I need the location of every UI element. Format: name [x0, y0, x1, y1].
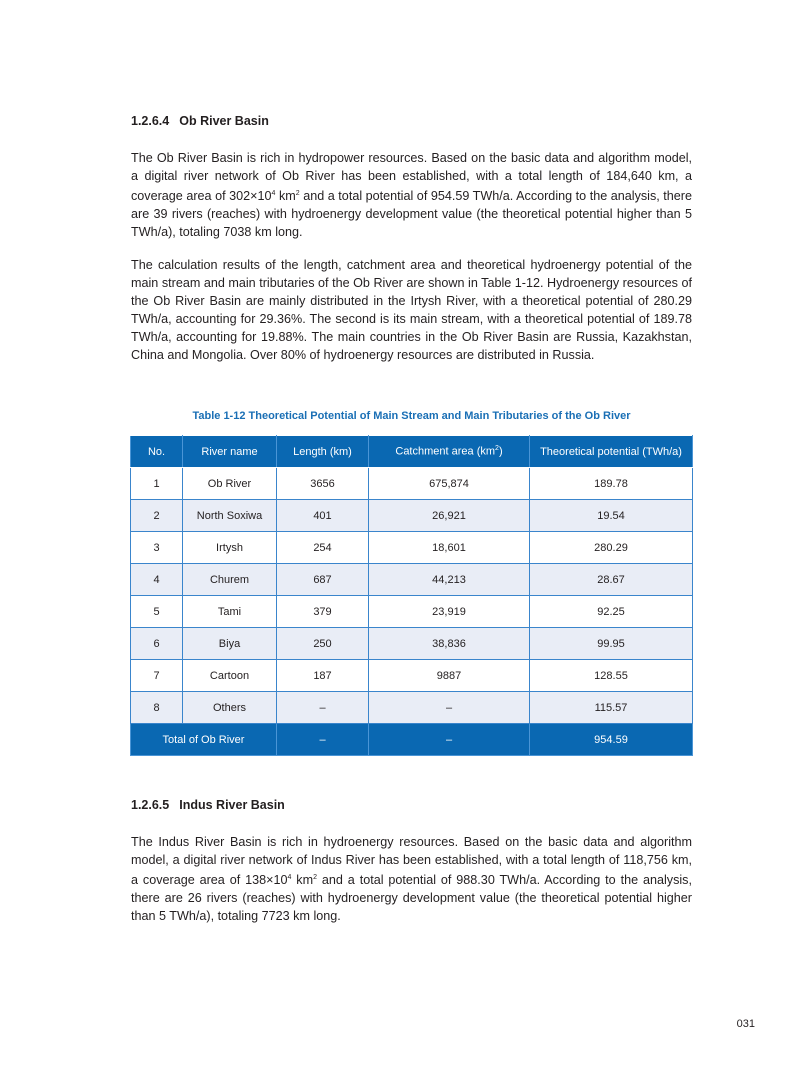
table-cell: 26,921 — [369, 500, 530, 532]
paragraph-ob-intro: The Ob River Basin is rich in hydropower resources. Based on the basic data and algorithm model, a digital river network of Ob River has been established, with a total length of 184,640 km, a coverage area of $302\times 10^4$ $km^2$ and a total potential of 954.59 TWh/a. According to the analysis, there are 39 rivers (reaches) with hydroenergy development value (the theoretical potential higher than 5 TWh/a), totaling 7038 km long. — [131, 151, 692, 240]
total-cell: Total of Ob River — [131, 724, 277, 756]
table-cell: 115.57 — [530, 692, 693, 724]
paragraph-indus-intro: The Indus River Basin is rich in hydroenergy resources. Based on the basic data and algorithm model, a digital river network of Indus River has been established, with a total length of 118,756 km, a coverage area of $138\times 10^4$ $km^2$ and a total potential of 988.30 TWh/a. According to the analysis, there are 26 rivers (reaches) with hydroenergy development value (the theoretical potential higher than 5 TWh/a), totaling 7723 km long. — [131, 835, 692, 924]
table-caption: Table 1-12 Theoretical Potential of Main Stream and Main Tributaries of the Ob River — [192, 410, 631, 422]
table-cell: 675,874 — [369, 468, 530, 500]
table-cell: 28.67 — [530, 564, 693, 596]
table-cell: 254 — [277, 532, 369, 564]
table-cell: 6 — [131, 628, 183, 660]
table-row — [131, 500, 693, 532]
table-cell: 250 — [277, 628, 369, 660]
table-cell: 687 — [277, 564, 369, 596]
paragraph-ob-results: The calculation results of the length, catchment area and theoretical hydroenergy potential of the main stream and main tributaries of the Ob River are shown in Table 1-12. Hydroenergy resources of the Ob River Basin are mainly distributed in the Irtysh River, with a theoretical potential of 280.29 TWh/a, accounting for 29.36%. The second is its main stream, with a theoretical potential of 189.78 TWh/a, accounting for 19.88%. The main countries in the Ob River Basin are Russia, Kazakhstan, China and Mongolia. Over 80% of hydroenergy resources are distributed in Russia. — [131, 258, 692, 362]
table-cell: 280.29 — [530, 532, 693, 564]
table-row — [131, 692, 693, 724]
header-river-name: River name — [183, 436, 277, 468]
header-catchment: Catchment area $(km^2)$ — [369, 436, 530, 468]
total-cell: – — [369, 724, 530, 756]
header-no: No. — [131, 436, 183, 468]
table-cell: 1 — [131, 468, 183, 500]
header-length: Length (km) — [277, 436, 369, 468]
section-heading-indus: 1.2.6.5 Indus River Basin — [131, 798, 285, 812]
header-potential: Theoretical potential (TWh/a) — [530, 436, 693, 468]
total-cell: 954.59 — [530, 724, 693, 756]
table-cell: Churem — [183, 564, 277, 596]
table-row — [131, 628, 693, 660]
table-cell: 379 — [277, 596, 369, 628]
table-row — [131, 532, 693, 564]
table-cell: 18,601 — [369, 532, 530, 564]
table-row — [131, 468, 693, 500]
table-cell: – — [277, 692, 369, 724]
table-cell: Biya — [183, 628, 277, 660]
table-cell: Irtysh — [183, 532, 277, 564]
section-heading-ob: 1.2.6.4 Ob River Basin — [131, 114, 269, 128]
table-cell: Ob River — [183, 468, 277, 500]
table-total-row — [131, 724, 693, 756]
table-cell: 99.95 — [530, 628, 693, 660]
ob-river-table — [130, 435, 693, 756]
table-cell: 189.78 — [530, 468, 693, 500]
table-cell: 187 — [277, 660, 369, 692]
table-cell: 401 — [277, 500, 369, 532]
table-cell: Tami — [183, 596, 277, 628]
table-cell: North Soxiwa — [183, 500, 277, 532]
table-cell: 5 — [131, 596, 183, 628]
total-cell: – — [277, 724, 369, 756]
table-cell: 3656 — [277, 468, 369, 500]
table-cell: 38,836 — [369, 628, 530, 660]
table-cell: 9887 — [369, 660, 530, 692]
table-cell: 7 — [131, 660, 183, 692]
page-number: 031 — [736, 1018, 755, 1030]
table-cell: 4 — [131, 564, 183, 596]
table-cell: 23,919 — [369, 596, 530, 628]
table-cell: 128.55 — [530, 660, 693, 692]
table-header-row — [131, 436, 693, 468]
table-cell: Others — [183, 692, 277, 724]
table-cell: 44,213 — [369, 564, 530, 596]
table-cell: Cartoon — [183, 660, 277, 692]
table-cell: 3 — [131, 532, 183, 564]
table-row — [131, 564, 693, 596]
table-cell: 2 — [131, 500, 183, 532]
table-row — [131, 596, 693, 628]
table-row — [131, 660, 693, 692]
table-cell: 19.54 — [530, 500, 693, 532]
table-cell: 8 — [131, 692, 183, 724]
table-cell: 92.25 — [530, 596, 693, 628]
table-cell: – — [369, 692, 530, 724]
